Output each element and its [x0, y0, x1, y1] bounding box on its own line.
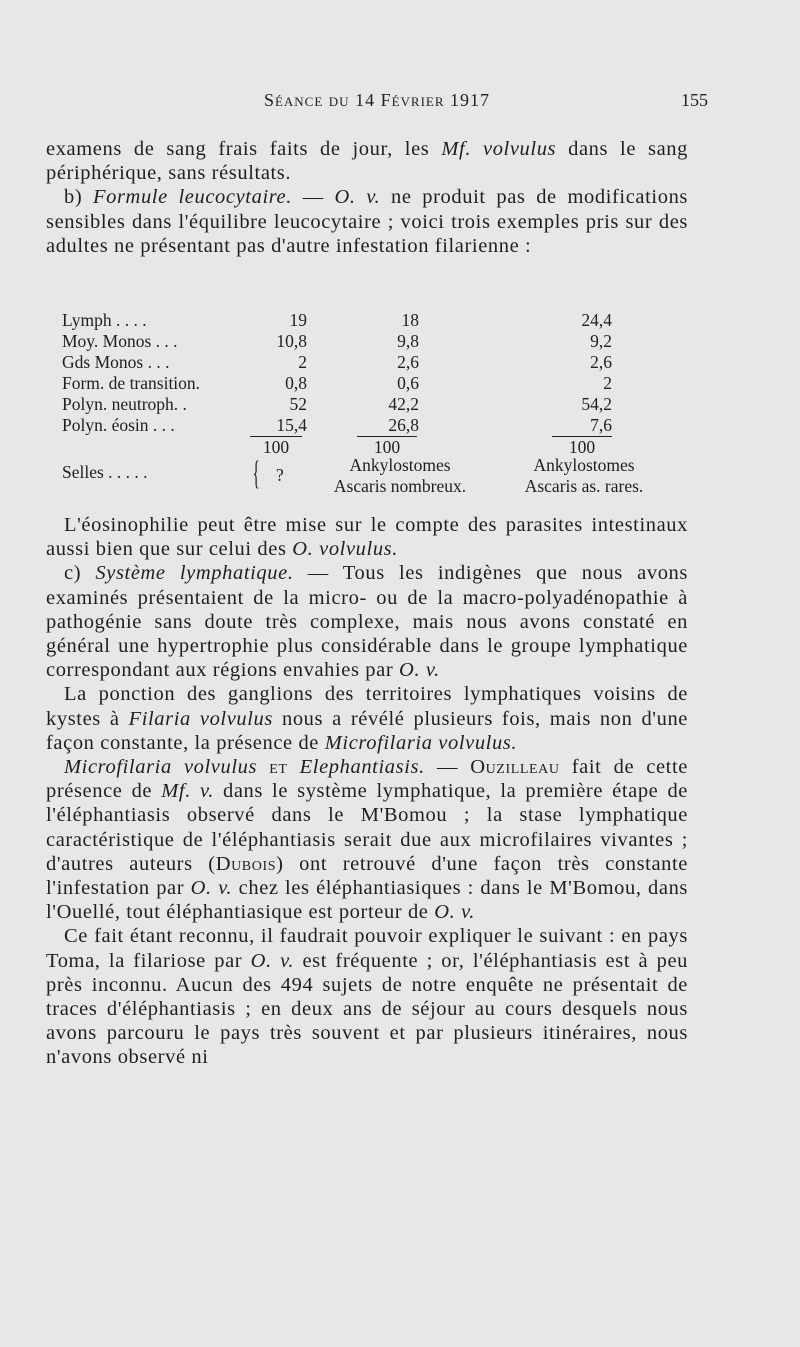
paragraph-6: [46, 755, 688, 924]
paragraph-2: [46, 185, 688, 258]
cell-col3: 24,4: [581, 310, 612, 330]
paragraph-4-text: — Tous les indigènes que nous avons examinés présentaient de la micro- ou de la macro-polyadénopathie à pathogénie sans doute très complexe, mais nous avons constaté en général une hypertrophie plus considérable dans le groupe lymphatique correspondant aux régions envahies par: [46, 562, 688, 682]
paragraph-1-text: examens de sang frais faits de jour, les: [46, 138, 430, 160]
selles-col2-line1: Ankylostomes: [349, 455, 451, 475]
et: et: [257, 756, 300, 779]
cell-col1: 2: [298, 352, 307, 372]
ov-ref: O. v.: [434, 901, 475, 924]
ov-ref: O. v.: [334, 186, 381, 209]
cell-col2: 18: [401, 310, 419, 330]
dash: —: [424, 756, 471, 779]
table-row: [62, 373, 692, 394]
ov-ref: O. v.: [399, 659, 440, 682]
selles-col3-line1: Ankylostomes: [533, 455, 635, 475]
brace: {: [252, 455, 260, 492]
row-label: Polyn. neutroph. .: [62, 394, 187, 414]
author-ref: Dubois: [215, 852, 277, 875]
row-label: Gds Monos . . .: [62, 352, 170, 372]
page-number: 155: [681, 90, 708, 110]
mf-volvulus-ref: Mf. volvulus: [441, 138, 557, 160]
paragraph-1-text-end: dans le sang: [568, 138, 688, 160]
paragraph-6-text: fait de cette présence de: [46, 756, 688, 803]
selles-col3: [509, 455, 659, 497]
table-row: [62, 415, 692, 436]
cell-col2: 9,8: [397, 331, 419, 351]
selles-col2-line2: Ascaris nombreux.: [333, 476, 467, 496]
table-total-row: [62, 436, 692, 457]
row-label: Lymph . . . .: [62, 310, 147, 330]
header-title: Séance du 14 Février 1917: [263, 90, 491, 110]
total-col3: 100: [552, 436, 612, 458]
filaria-ref: Filaria volvulus: [128, 707, 273, 730]
body-text-bottom: [46, 513, 688, 1070]
mf-ref: Mf. v.: [161, 780, 214, 803]
row-label: Moy. Monos . . .: [62, 331, 178, 351]
table-row: [62, 331, 692, 352]
section-c-label: c): [64, 562, 96, 585]
selles-label: Selles . . . . .: [62, 462, 148, 482]
section-heading-1: Microfilaria volvulus: [64, 756, 258, 779]
author-ref: Ouzilleau: [470, 756, 560, 779]
section-c-heading: Système lymphatique.: [95, 562, 294, 585]
cell-col1: 19: [289, 310, 307, 330]
cell-col3: 2,6: [590, 352, 612, 372]
paragraph-7-text2: est fréquente ; or, l'éléphantiasis est à peu près inconnu. Aucun des 494 sujets de notre enquête ne présentait de traces d'éléphantiasis ; en deux ans de séjour au cours desquels nous avons parcouru le pays très souvent et par plusieurs itinéraires, nous n'avons observé ni: [46, 949, 689, 1069]
row-label: Polyn. éosin . . .: [62, 415, 175, 435]
paragraph-5-text2: nous a révélé plusieurs fois, mais non d'une façon constante, la présence de: [46, 707, 688, 754]
cell-col3: 54,2: [581, 394, 612, 414]
selles-col3-line2: Ascaris as. rares.: [524, 476, 644, 496]
paragraph-6-text2: dans le système lymphatique, la première étape de l'éléphantiasis observé dans le M'Bomou ; la stase lymphatique caractéristique de l'éléphantiasis serait due aux microfilaires vivantes ; d'autres auteurs (: [46, 780, 689, 875]
total-col2: 100: [357, 436, 417, 458]
cell-col2: 2,6: [397, 352, 419, 372]
paragraph-1: [46, 137, 688, 185]
leucocyte-table: [62, 310, 692, 500]
table-row: [62, 310, 692, 331]
cell-col1: 52: [289, 394, 307, 414]
running-header: [46, 90, 708, 116]
paragraph-2-text: ne produit pas de modifications sensibles dans l'équilibre leucocytaire ; voici trois exemples pris sur des adultes ne présentant pas d'autre infestation filarienne :: [46, 186, 688, 257]
section-b-heading: Formule leucocytaire.: [93, 186, 292, 209]
paragraph-1-line2: périphérique, sans résultats.: [46, 162, 292, 185]
cell-col3: 7,6: [590, 415, 612, 435]
cell-col1: 0,8: [285, 373, 307, 393]
cell-col1: 15,4: [276, 415, 307, 435]
section-b-label: b): [64, 186, 93, 209]
ov-ref: O. v.: [250, 949, 295, 972]
dash: —: [291, 186, 335, 209]
cell-col2: 0,6: [397, 373, 419, 393]
section-heading-2: Elephantiasis.: [299, 756, 425, 779]
ov-ref: O. v.: [190, 877, 233, 900]
body-text-top: [46, 137, 688, 258]
ov-ref: O. volvulus.: [292, 538, 398, 561]
table-row: [62, 394, 692, 415]
paragraph-4: [46, 561, 688, 682]
paragraph-5: [46, 682, 688, 755]
row-label: Form. de transition.: [62, 373, 201, 393]
cell-col2: 26,8: [388, 415, 419, 435]
paragraph-5-text: La ponction des ganglions des territoires lymphatiques voisins de kystes à: [46, 683, 688, 730]
microfilaria-ref: Microfilaria volvulus.: [324, 731, 518, 754]
paragraph-3: [46, 513, 688, 561]
cell-col3: 9,2: [590, 331, 612, 351]
cell-col1: 10,8: [276, 331, 307, 351]
cell-col2: 42,2: [388, 394, 419, 414]
paragraph-6-text4: chez les éléphantiasiques : dans le M'Bomou, dans l'Ouellé, tout éléphantiasique est porteur de: [46, 877, 688, 924]
paragraph-7-text: Ce fait étant reconnu, il faudrait pouvoir expliquer le suivant : en pays Toma, la filariose par: [46, 925, 688, 972]
table-row: [62, 352, 692, 373]
selles-col2: [325, 455, 475, 497]
paragraph-6-text3: ) ont retrouvé d'une façon très constante l'infestation par: [46, 852, 689, 900]
cell-col3: 2: [603, 373, 612, 393]
paragraph-3-text: L'éosinophilie peut être mise sur le compte des parasites intestinaux aussi bien que sur celui des: [46, 514, 688, 561]
paragraph-7: [46, 924, 688, 1069]
selles-col1: ?: [276, 465, 284, 485]
total-col1: 100: [250, 436, 302, 458]
